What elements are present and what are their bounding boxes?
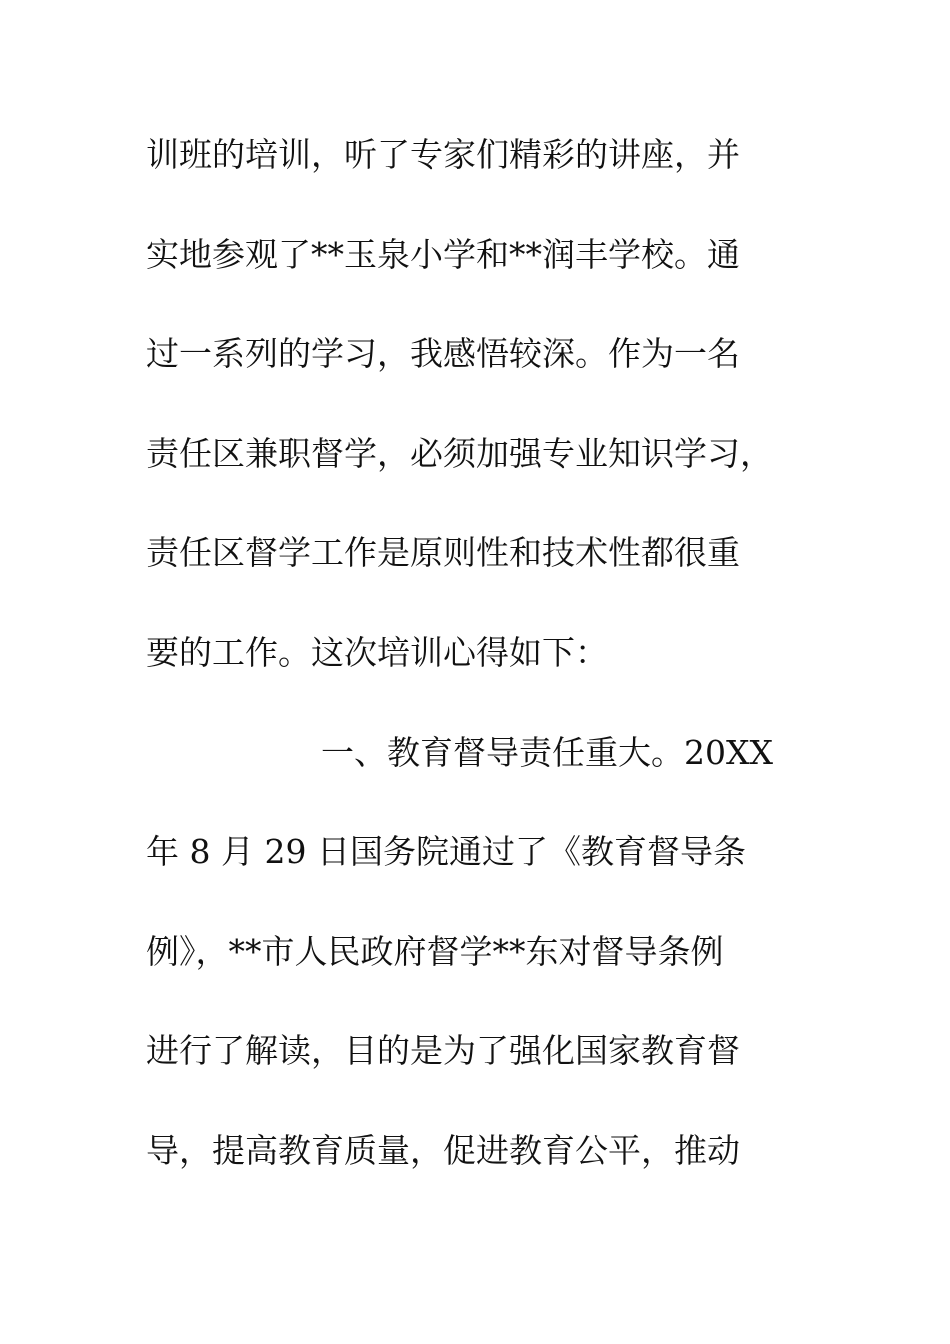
text-line: 过一系列的学习，我感悟较深。作为一名 bbox=[146, 334, 740, 374]
text-line: 年 8 月 29 日国务院通过了《教育督导条 bbox=[146, 832, 746, 872]
text-line: 实地参观了**玉泉小学和**润丰学校。通 bbox=[146, 234, 740, 274]
text-line: 责任区督学工作是原则性和技术性都很重 bbox=[146, 533, 740, 573]
text-line: 要的工作。这次培训心得如下： bbox=[146, 632, 608, 672]
section-heading-line: 一、教育督导责任重大。20XX bbox=[321, 732, 773, 772]
text-line: 例》，**市人民政府督学**东对督导条例 bbox=[146, 931, 724, 971]
text-line: 进行了解读，目的是为了强化国家教育督 bbox=[146, 1031, 740, 1071]
text-line: 导，提高教育质量，促进教育公平，推动 bbox=[146, 1130, 740, 1170]
text-line: 训班的培训，听了专家们精彩的讲座，并 bbox=[146, 135, 740, 174]
text-line: 责任区兼职督学，必须加强专业知识学习， bbox=[146, 433, 773, 473]
body-text bbox=[146, 122, 786, 1218]
